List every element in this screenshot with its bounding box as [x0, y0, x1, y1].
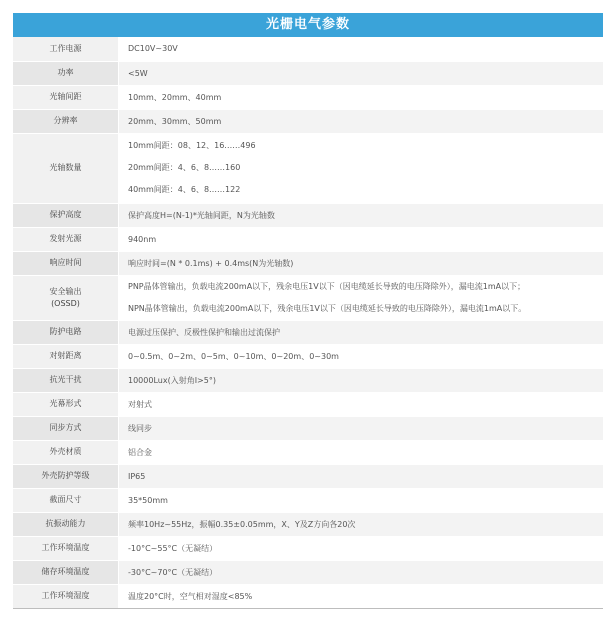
row-value	[119, 85, 604, 109]
row-value-text: 940nm	[128, 234, 157, 244]
row-value-text: 10mm、20mm、40mm	[128, 92, 222, 102]
row-label	[13, 133, 119, 203]
row-label-text: 外壳防护等级	[41, 471, 90, 480]
row-value	[119, 275, 604, 320]
row-label	[13, 320, 119, 344]
row-value-text: 频率10Hz~55Hz，振幅0.35±0.05mm，X、Y及Z方向各20次	[128, 519, 356, 529]
row-value-text: PNP晶体管输出，负载电流200mA以下，残余电压1V以下（因电缆延长导致的电压降除外），漏电流1mA以下；	[128, 281, 526, 291]
row-label	[13, 584, 119, 608]
row-value-text: 0~0.5m、0~2m、0~5m、0~10m、0~20m、0~30m	[128, 351, 339, 361]
row-label	[13, 512, 119, 536]
row-label	[13, 536, 119, 560]
table-row	[13, 203, 603, 227]
row-value-text: 电源过压保护、反极性保护和输出过流保护	[128, 327, 280, 337]
row-label	[13, 344, 119, 368]
row-label-text: 光幕形式	[49, 399, 82, 408]
row-value	[119, 109, 604, 133]
row-label-text: 安全输出	[49, 286, 82, 296]
row-value	[119, 512, 604, 536]
row-label	[13, 251, 119, 275]
row-value	[119, 368, 604, 392]
row-value-text: -10°C~55°C（无凝结）	[128, 543, 218, 553]
row-value	[119, 203, 604, 227]
table-row	[13, 536, 603, 560]
row-label-text: 抗光干扰	[49, 375, 82, 384]
row-value-text: 20mm、30mm、50mm	[128, 116, 222, 126]
row-label-text: 截面尺寸	[49, 495, 82, 504]
row-value-text: IP65	[128, 471, 146, 481]
table-row	[13, 133, 603, 203]
row-label-text: 储存环境温度	[41, 567, 90, 576]
row-value	[119, 251, 604, 275]
row-label-text: (OSSD)	[51, 298, 80, 308]
table-row	[13, 85, 603, 109]
row-label	[13, 560, 119, 584]
spec-sheet	[13, 13, 603, 609]
row-label-text: 光轴数量	[49, 163, 82, 172]
table-row	[13, 488, 603, 512]
table-row	[13, 416, 603, 440]
table-row	[13, 61, 603, 85]
row-value-text: -30°C~70°C（无凝结）	[128, 567, 218, 577]
row-value	[119, 61, 604, 85]
row-label	[13, 368, 119, 392]
row-value-text: <5W	[128, 68, 148, 78]
row-value-text: 10000Lux(入射角I>5°)	[128, 375, 216, 385]
row-label-text: 工作环境湿度	[41, 591, 90, 600]
row-value-text: 保护高度H=(N-1)*光轴间距，N为光轴数	[128, 210, 275, 220]
row-label	[13, 275, 119, 320]
row-label-text: 外壳材质	[49, 447, 82, 456]
table-row	[13, 344, 603, 368]
row-value-text: NPN晶体管输出，负载电流200mA以下，残余电压1V以下（因电缆延长导致的电压降除外），漏电流1mA以下。	[128, 303, 527, 313]
row-label	[13, 203, 119, 227]
row-label-text: 防护电路	[49, 327, 82, 336]
row-value	[119, 320, 604, 344]
row-value	[119, 584, 604, 608]
row-value	[119, 344, 604, 368]
row-value-text: 铝合金	[128, 447, 152, 457]
row-label	[13, 392, 119, 416]
row-value-text: DC10V~30V	[128, 44, 178, 54]
row-label-text: 发射光源	[49, 234, 82, 243]
row-value	[119, 488, 604, 512]
row-label	[13, 109, 119, 133]
row-label-text: 抗振动能力	[45, 519, 86, 528]
row-value	[119, 392, 604, 416]
table-row	[13, 440, 603, 464]
row-value	[119, 133, 604, 203]
row-label	[13, 85, 119, 109]
row-label	[13, 416, 119, 440]
row-label	[13, 61, 119, 85]
row-value-text: 40mm间距：4、6、8……122	[128, 185, 241, 194]
row-value	[119, 440, 604, 464]
table-row	[13, 512, 603, 536]
row-label-text: 功率	[57, 68, 74, 77]
row-label	[13, 464, 119, 488]
row-label	[13, 227, 119, 251]
row-label-text: 响应时间	[49, 258, 82, 267]
row-value	[119, 416, 604, 440]
row-value	[119, 560, 604, 584]
row-label-text: 同步方式	[49, 423, 82, 432]
row-value	[119, 464, 604, 488]
table-row	[13, 368, 603, 392]
row-label-text: 对射距离	[49, 351, 82, 360]
table-row	[13, 227, 603, 251]
row-value	[119, 37, 604, 61]
table-row	[13, 275, 603, 320]
row-value-text: 响应时间=(N * 0.1ms) + 0.4ms(N为光轴数)	[128, 258, 294, 268]
table-row	[13, 584, 603, 608]
table-row	[13, 320, 603, 344]
row-value-text: 10mm间距：08、12、16……496	[128, 141, 256, 150]
row-label	[13, 37, 119, 61]
row-value-text: 对射式	[128, 399, 152, 409]
row-label	[13, 440, 119, 464]
row-label-text: 光轴间距	[49, 92, 82, 101]
row-value	[119, 536, 604, 560]
row-value-text: 线同步	[128, 423, 152, 433]
row-value-text: 35*50mm	[128, 495, 168, 505]
row-label	[13, 488, 119, 512]
row-label-text: 保护高度	[49, 210, 82, 219]
row-label-text: 工作环境温度	[41, 543, 90, 552]
table-row	[13, 464, 603, 488]
row-label-text: 工作电源	[49, 43, 82, 53]
row-value	[119, 227, 604, 251]
row-value-text: 20mm间距：4、6、8……160	[128, 163, 241, 172]
table-row	[13, 37, 603, 61]
row-value-text: 温度20°C时，空气相对湿度<85%	[128, 591, 253, 601]
row-label-text: 分辨率	[53, 116, 78, 125]
table-row	[13, 109, 603, 133]
table-row	[13, 392, 603, 416]
table-row	[13, 560, 603, 584]
sheet-title: 光栅电气参数	[13, 13, 603, 37]
spec-table	[13, 37, 603, 609]
table-row	[13, 251, 603, 275]
